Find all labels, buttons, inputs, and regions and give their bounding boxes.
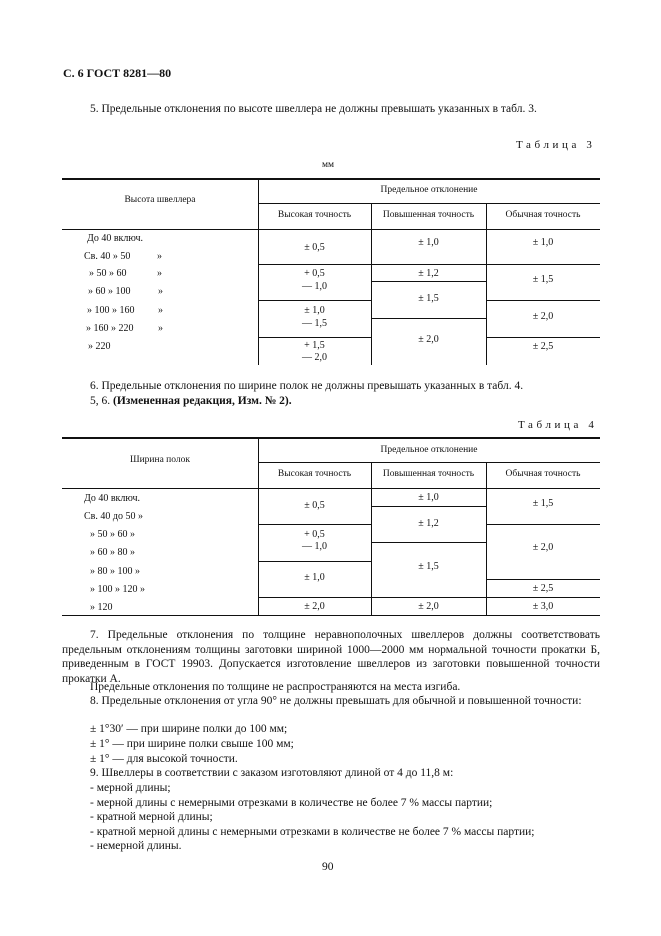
table3-high-value: + 1,5 xyxy=(304,340,325,351)
table4-raised-value: ± 1,2 xyxy=(418,518,439,529)
table3-high-value: — 1,0 xyxy=(302,281,327,292)
table3-normal-value: ± 1,5 xyxy=(532,274,554,285)
table4-header-bottom xyxy=(62,488,600,489)
table3-row-mark: » xyxy=(158,323,163,334)
table4-subheader-line xyxy=(258,462,600,463)
page-header: С. 6 ГОСТ 8281—80 xyxy=(63,66,172,80)
table4-high-value: — 1,0 xyxy=(302,541,327,552)
angle-item: ± 1° — для высокой точности. xyxy=(90,753,238,765)
table3-row-label: Св. 40 » 50 xyxy=(84,251,131,262)
amendment-bold: (Измененная редакция, Изм. № 2). xyxy=(113,395,292,407)
table3-raised-value: ± 1,0 xyxy=(418,237,439,248)
table3-line xyxy=(486,264,600,265)
table4-vline-1 xyxy=(258,438,259,615)
table4-normal-value: ± 1,5 xyxy=(532,498,554,509)
table4-col-normal: Обычная точность xyxy=(505,469,581,479)
table3-row-mark: » xyxy=(158,305,163,316)
amendment-prefix: 5, 6. xyxy=(90,395,111,407)
table4-high-value: ± 2,0 xyxy=(304,601,325,612)
table4-line xyxy=(486,579,600,580)
length-item: - немерной длины. xyxy=(90,840,182,852)
length-item: - кратной мерной длины; xyxy=(90,811,213,823)
table3-row-label: До 40 включ. xyxy=(87,233,144,244)
table4-line xyxy=(258,524,371,525)
table3-row-label: » 160 » 220 xyxy=(86,323,134,334)
table3-caption: Таблица 3 xyxy=(516,139,596,151)
table3-line xyxy=(258,337,371,338)
paragraph-7: 7. Предельные отклонения по толщине неравнополочных швеллеров должны соответствовать предельным отклонениям толщины заготовки шириной 1000—2000 мм нормальной точности прокатки Б, приведенным в ГОСТ 19903. Допускается изготовление швеллеров из заготовки повышенной точности прокатки А. xyxy=(62,629,600,685)
table4-line xyxy=(486,524,600,525)
table3-high-value: ± 0,5 xyxy=(304,242,325,253)
table3-col-high: Высокая точность xyxy=(277,210,352,220)
table4-row-label: » 100 » 120 » xyxy=(90,584,145,595)
table4-group-header: Предельное отклонение xyxy=(380,445,478,455)
table4-line xyxy=(258,561,371,562)
table4-col-raised: Повышенная точность xyxy=(382,469,475,479)
length-item: - мерной длины; xyxy=(90,782,171,794)
table3-group-header: Предельное отклонение xyxy=(380,185,478,195)
table3-row-mark: » xyxy=(157,268,162,279)
table3-high-value: — 2,0 xyxy=(302,352,327,363)
table3-row-mark: » xyxy=(157,251,162,262)
table4-col-first: Ширина полок xyxy=(130,455,190,465)
table4-vline-2 xyxy=(371,462,372,615)
amendment-note xyxy=(90,394,292,409)
table3-unit: мм xyxy=(322,160,335,170)
table4-row-label: Св. 40 до 50 » xyxy=(84,511,143,522)
table3-high-value: ± 1,0 xyxy=(304,305,325,316)
table3-raised-value: ± 1,5 xyxy=(418,293,439,304)
length-item: - мерной длины с немерными отрезками в количестве не более 7 % массы партии; xyxy=(90,797,493,809)
table4-row-label: » 80 » 100 » xyxy=(90,566,140,577)
table3-row-label: » 220 xyxy=(88,341,111,352)
table4-col-high: Высокая точность xyxy=(277,469,352,479)
table4-row-label: » 50 » 60 » xyxy=(90,529,135,540)
table3-line xyxy=(486,300,600,301)
table4-normal-value: ± 2,0 xyxy=(532,542,554,553)
table4-line xyxy=(371,597,486,598)
table3-top-border xyxy=(62,178,600,180)
table4-high-value: ± 1,0 xyxy=(304,572,325,583)
table4-raised-value: ± 2,0 xyxy=(418,601,439,612)
length-item: - кратной мерной длины с немерными отрезками в количестве не более 7 % массы партии; xyxy=(90,826,535,838)
table3-col-first: Высота швеллера xyxy=(124,195,196,205)
angle-item: ± 1° — при ширине полки свыше 100 мм; xyxy=(90,738,294,750)
table3-row-label: » 100 » 160 xyxy=(87,305,135,316)
table3-col-raised: Повышенная точность xyxy=(382,210,475,220)
table4-normal-value: ± 3,0 xyxy=(532,601,554,612)
table3-col-normal: Обычная точность xyxy=(505,210,581,220)
table3-row-label: » 60 » 100 xyxy=(88,286,131,297)
table4-raised-value: ± 1,0 xyxy=(418,492,439,503)
page-number: 90 xyxy=(322,861,334,873)
table3-normal-value: ± 1,0 xyxy=(532,237,554,248)
table4-raised-value: ± 1,5 xyxy=(418,561,439,572)
table3-line xyxy=(258,300,371,301)
paragraph-7b: Предельные отклонения по толщине не распространяются на места изгиба. xyxy=(90,681,461,693)
paragraph-8: 8. Предельные отклонения от угла 90° не должны превышать для обычной и повышенной точности: xyxy=(90,695,582,707)
table4-row-label: » 120 xyxy=(90,602,113,613)
table3-line xyxy=(371,281,486,282)
table4-high-value: + 0,5 xyxy=(304,529,325,540)
table3-line xyxy=(486,337,600,338)
table3-subheader-line xyxy=(258,203,600,204)
table3-raised-value: ± 1,2 xyxy=(418,268,439,279)
angle-item: ± 1°30′ — при ширине полки до 100 мм; xyxy=(90,723,288,735)
table4-top-border xyxy=(62,437,600,439)
table3-raised-value: ± 2,0 xyxy=(418,334,439,345)
table4-high-value: ± 0,5 xyxy=(304,500,325,511)
table4-line xyxy=(258,597,371,598)
table4-line xyxy=(486,597,600,598)
table4-normal-value: ± 2,5 xyxy=(532,583,554,594)
table4-caption: Таблица 4 xyxy=(518,419,598,431)
table4-row-label: До 40 включ. xyxy=(84,493,141,504)
table3-normal-value: ± 2,0 xyxy=(532,311,554,322)
table4-line xyxy=(371,506,486,507)
table3-normal-value: ± 2,5 xyxy=(532,341,554,352)
table4-line xyxy=(371,542,486,543)
table3-header-bottom xyxy=(62,229,600,230)
table4-bottom-border xyxy=(62,615,600,616)
table3-row-label: » 50 » 60 xyxy=(89,268,127,279)
table3-line xyxy=(258,264,371,265)
paragraph-9: 9. Швеллеры в соответствии с заказом изготовляют длиной от 4 до 11,8 м: xyxy=(90,767,454,779)
table3-line xyxy=(371,318,486,319)
paragraph-6: 6. Предельные отклонения по ширине полок не должны превышать указанных в табл. 4. xyxy=(90,380,524,392)
paragraph-5: 5. Предельные отклонения по высоте швеллера не должны превышать указанных в табл. 3. xyxy=(90,103,537,115)
table3-high-value: — 1,5 xyxy=(302,318,327,329)
table3-high-value: + 0,5 xyxy=(304,268,325,279)
table3-line xyxy=(371,264,486,265)
table3-row-mark: » xyxy=(158,286,163,297)
table4-row-label: » 60 » 80 » xyxy=(90,547,135,558)
